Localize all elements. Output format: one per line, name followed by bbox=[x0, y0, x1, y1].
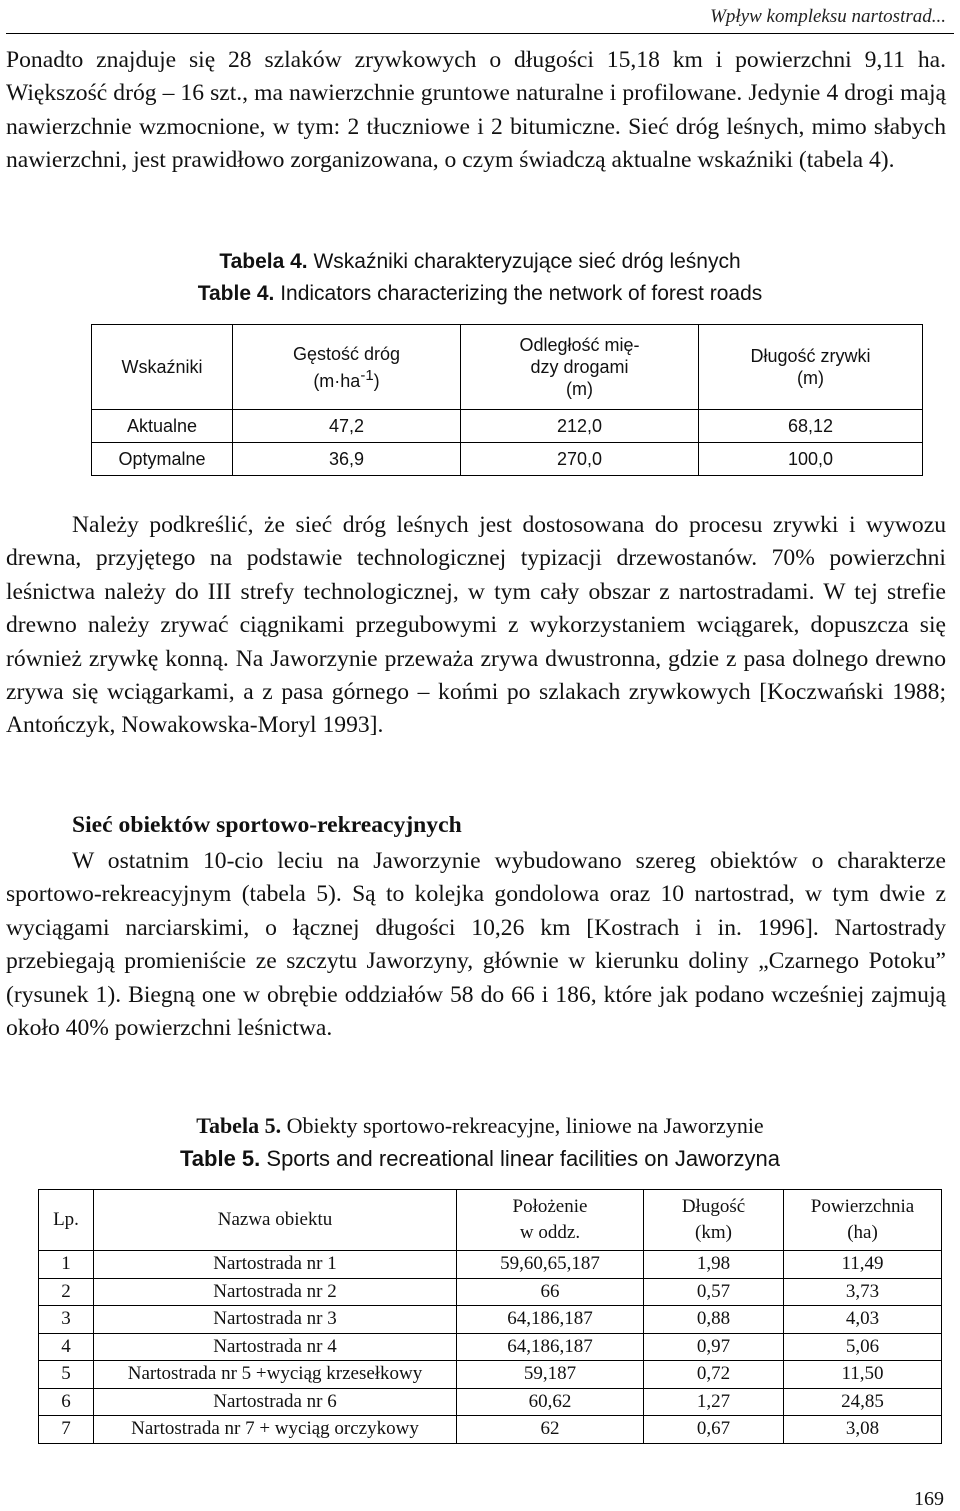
page-number: 169 bbox=[914, 1488, 944, 1510]
table4-header-odleglosc-line2: dzy drogami bbox=[530, 357, 629, 377]
section-heading: Sieć obiektów sportowo-rekreacyjnych bbox=[72, 812, 462, 838]
table5-header-nazwa-text: Nazwa obiektu bbox=[217, 1209, 333, 1230]
table-cell: Nartostrada nr 5 +wyciąg krzesełkowy bbox=[94, 1361, 457, 1389]
table-cell: 2 bbox=[39, 1278, 94, 1306]
table-cell: 3,08 bbox=[784, 1416, 942, 1444]
table5-caption-en-text: Sports and recreational linear facilities on Jaworzyna bbox=[260, 1146, 780, 1171]
table-cell: 100,0 bbox=[699, 443, 923, 476]
table5-header-polozenie bbox=[457, 1190, 644, 1251]
table-cell: 5 bbox=[39, 1361, 94, 1389]
header-rule bbox=[6, 33, 954, 34]
table5-header-dlugosc-line1: Długość bbox=[681, 1196, 746, 1217]
table5-caption-en-label: Table 5. bbox=[179, 1146, 261, 1171]
table-cell: 64,186,187 bbox=[457, 1333, 644, 1361]
table-cell: 4 bbox=[39, 1333, 94, 1361]
table-cell: Nartostrada nr 4 bbox=[94, 1333, 457, 1361]
table-cell: 1,27 bbox=[644, 1388, 784, 1416]
table4-header-wskazniki bbox=[92, 325, 233, 410]
table5-header-row bbox=[39, 1190, 942, 1251]
table-cell: 36,9 bbox=[233, 443, 461, 476]
table-cell: 3 bbox=[39, 1306, 94, 1334]
table5-header-polozenie-line1: Położenie bbox=[512, 1196, 588, 1217]
table-cell: 7 bbox=[39, 1416, 94, 1444]
table-cell: 0,57 bbox=[644, 1278, 784, 1306]
table4-caption-en bbox=[0, 278, 960, 310]
table-row bbox=[39, 1388, 942, 1416]
table-cell: 0,67 bbox=[644, 1416, 784, 1444]
table-cell: 0,72 bbox=[644, 1361, 784, 1389]
table4-header-row bbox=[92, 325, 923, 410]
table-row bbox=[39, 1278, 942, 1306]
table-row bbox=[39, 1306, 942, 1334]
table-row bbox=[92, 410, 923, 443]
table-cell: 60,62 bbox=[457, 1388, 644, 1416]
table-cell: 24,85 bbox=[784, 1388, 942, 1416]
table-cell: 11,50 bbox=[784, 1361, 942, 1389]
table4-header-odleglosc-line1: Odległość mię- bbox=[519, 335, 640, 355]
table4-caption-pl-text: Wskaźniki charakteryzujące sieć dróg leśnych bbox=[307, 250, 741, 273]
table4-caption-pl-label: Tabela 4. bbox=[219, 250, 308, 273]
table-cell: Nartostrada nr 3 bbox=[94, 1306, 457, 1334]
table4-caption-pl bbox=[0, 246, 960, 278]
table5-header-dlugosc-line2: (km) bbox=[695, 1222, 732, 1243]
paragraph-skidding: Należy podkreślić, że sieć dróg leśnych jest dostosowana do procesu zrywki i wywozu drewna, przyjętego na podstawie technologicznej typizacji drzewostanów. 70% powierzchni leśnictwa należy do III strefy technologicznej, w tym cały obszar z nartostradami. W tej strefie drewno należy zrywać ciągnikami przegubowymi z wykorzystaniem wciągarek, dopuszcza się również zrywkę konną. Na Jaworzynie przeważa zrywa dwustronna, gdzie z pasa dolnego drewno zrywa się wciągarkami, a z pasa górnego – końmi po szlakach zrywkowych [Koczwański 1988; Antończyk, Nowakowska-Moryl 1993]. bbox=[6, 512, 946, 739]
table4-header-gestosc-line2: (m·ha bbox=[313, 370, 361, 391]
table5-caption-pl-label: Tabela 5. bbox=[196, 1113, 282, 1138]
table-cell: 62 bbox=[457, 1416, 644, 1444]
table5-header-lp-text: Lp. bbox=[53, 1209, 79, 1230]
table4-caption-en-label: Table 4. bbox=[197, 282, 275, 305]
table5-header-lp bbox=[39, 1190, 94, 1251]
table-cell: Nartostrada nr 7 + wyciąg orczykowy bbox=[94, 1416, 457, 1444]
table-row bbox=[39, 1333, 942, 1361]
table-cell: Nartostrada nr 6 bbox=[94, 1388, 457, 1416]
table5-facilities bbox=[38, 1189, 942, 1444]
table4-header-gestosc-exponent: -1 bbox=[360, 366, 374, 384]
table-cell: 64,186,187 bbox=[457, 1306, 644, 1334]
table-cell: 66 bbox=[457, 1278, 644, 1306]
table4-header-odleglosc-line3: (m) bbox=[566, 379, 593, 399]
table-cell: 6 bbox=[39, 1388, 94, 1416]
table4-header-odleglosc bbox=[461, 325, 699, 410]
table-cell: 270,0 bbox=[461, 443, 699, 476]
table5-caption-pl-text: Obiekty sportowo-rekreacyjne, liniowe na Jaworzynie bbox=[281, 1113, 764, 1138]
table-cell: 1,98 bbox=[644, 1251, 784, 1279]
running-head: Wpływ kompleksu nartostrad... bbox=[710, 6, 946, 27]
table-cell: Optymalne bbox=[92, 443, 233, 476]
table4-header-dlugosc-line2: (m) bbox=[797, 368, 824, 388]
table-row bbox=[39, 1416, 942, 1444]
table-cell: 59,60,65,187 bbox=[457, 1251, 644, 1279]
table-cell: 3,73 bbox=[784, 1278, 942, 1306]
table-cell: 0,97 bbox=[644, 1333, 784, 1361]
paragraph-facilities: W ostatnim 10-cio leciu na Jaworzynie wybudowano szereg obiektów o charakterze sportowo-rekreacyjnym (tabela 5). Są to kolejka gondolowa oraz 10 nartostrad, w tym dwie z wyciągami narciarskimi, o łącznej długości 10,26 km [Kostrach i in. 1996]. Nartostrady przebiegają promieniście ze szczytu Jaworzyny, głównie w kierunku doliny „Czarnego Potoku” (rysunek 1). Biegną one w obrębie oddziałów 58 do 66 i 186, które jak podano wcześniej zajmują około 40% powierzchni leśnictwa. bbox=[6, 848, 946, 1042]
table5-header-powierzchnia bbox=[784, 1190, 942, 1251]
table-cell: 11,49 bbox=[784, 1251, 942, 1279]
table-cell: 212,0 bbox=[461, 410, 699, 443]
table-cell: 47,2 bbox=[233, 410, 461, 443]
table-row bbox=[39, 1361, 942, 1389]
table4-header-wskazniki-text: Wskaźniki bbox=[121, 357, 203, 377]
table4-caption-en-text: Indicators characterizing the network of forest roads bbox=[274, 282, 763, 305]
table-row bbox=[39, 1251, 942, 1279]
table5-caption-en bbox=[0, 1143, 960, 1175]
table-cell: Aktualne bbox=[92, 410, 233, 443]
table-cell: 4,03 bbox=[784, 1306, 942, 1334]
table5-header-dlugosc bbox=[644, 1190, 784, 1251]
table-cell: 1 bbox=[39, 1251, 94, 1279]
table5-caption-pl bbox=[0, 1110, 960, 1142]
table-cell: 5,06 bbox=[784, 1333, 942, 1361]
table-cell: 59,187 bbox=[457, 1361, 644, 1389]
table4-road-indicators bbox=[91, 324, 923, 476]
table4-header-dlugosc bbox=[699, 325, 923, 410]
table-cell: 0,88 bbox=[644, 1306, 784, 1334]
table4-header-gestosc bbox=[233, 325, 461, 410]
table4-header-dlugosc-line1: Długość zrywki bbox=[750, 346, 871, 366]
table-cell: Nartostrada nr 2 bbox=[94, 1278, 457, 1306]
table-cell: 68,12 bbox=[699, 410, 923, 443]
table5-header-polozenie-line2: w oddz. bbox=[519, 1222, 581, 1243]
paragraph-road-network: Ponadto znajduje się 28 szlaków zrywkowych o długości 15,18 km i powierzchni 9,11 ha. Większość dróg – 16 szt., ma nawierzchnie gruntowe naturalne i profilowane. Jedynie 4 drogi mają nawierzchnie wzmocnione, w tym: 2 tłuczniowe i 2 bitumiczne. Sieć dróg leśnych, mimo słabych nawierzchni, jest prawidłowo zorganizowana, o czym świadczą aktualne wskaźniki (tabela 4). bbox=[6, 47, 946, 174]
table5-header-nazwa bbox=[94, 1190, 457, 1251]
table4-header-gestosc-line1: Gęstość dróg bbox=[292, 343, 401, 364]
table5-header-powierzchnia-line2: (ha) bbox=[847, 1222, 878, 1243]
table-row bbox=[92, 443, 923, 476]
table5-header-powierzchnia-line1: Powierzchnia bbox=[810, 1196, 915, 1217]
table-cell: Nartostrada nr 1 bbox=[94, 1251, 457, 1279]
table4-header-gestosc-paren: ) bbox=[373, 370, 380, 391]
